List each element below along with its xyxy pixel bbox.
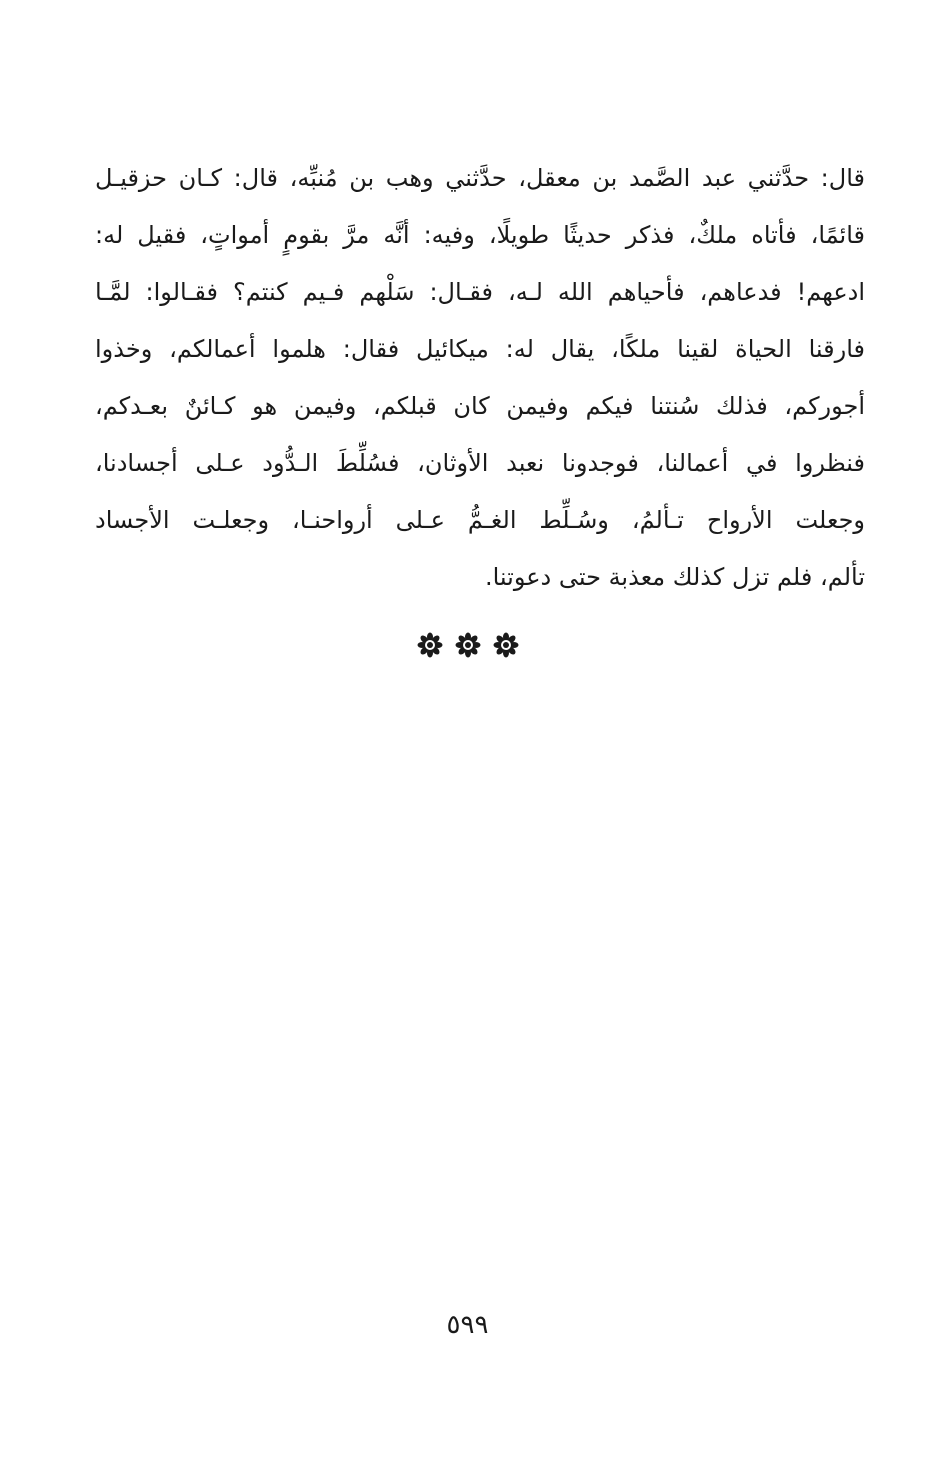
- text-line: قائمًا، فأتاه ملكٌ، فذكر حديثًا طويلًا، وفيه: أنَّه مرَّ بقومٍ أمواتٍ، فقيل له:: [95, 221, 865, 249]
- text-line-last: تألم، فلم تزل كذلك معذبة حتى دعوتنا.: [484, 563, 865, 591]
- text-line: ادعهم! فدعاهم، فأحياهم الله لـه، فقـال: سَلْهم فـيم كنتم؟ فقـالوا: لمَّـا: [95, 278, 865, 306]
- floral-ornament-icon: [493, 632, 519, 658]
- page-number: ٥٩٩: [446, 1310, 489, 1340]
- section-divider: [0, 632, 935, 658]
- text-line: فنظروا في أعمالنا، فوجدونا نعبد الأوثان، فسُلِّطَ الـدُّود عـلى أجسادنا،: [95, 449, 865, 477]
- text-line: أجوركم، فذلك سُنتنا فيكم وفيمن كان قبلكم، وفيمن هو كـائنٌ بعـدكم،: [95, 392, 865, 420]
- floral-ornament-icon: [455, 632, 481, 658]
- text-line: فارقنا الحياة لقينا ملكًا، يقال له: ميكائيل فقال: هلموا أعمالكم، وخذوا: [95, 335, 865, 363]
- floral-ornament-icon: [417, 632, 443, 658]
- text-line: قال: حدَّثني عبد الصَّمد بن معقل، حدَّثني وهب بن مُنبِّه، قال: كـان حزقيـل: [95, 164, 865, 192]
- text-line: وجعلت الأرواح تـألمُ، وسُـلِّط الغـمُّ عـلى أرواحنـا، وجعلـت الأجساد: [95, 506, 865, 534]
- body-text: [95, 150, 865, 606]
